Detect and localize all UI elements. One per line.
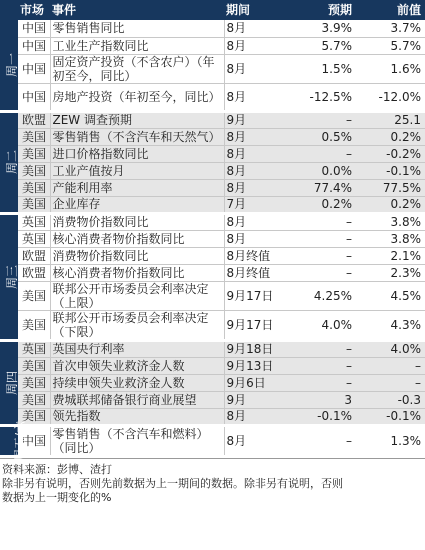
event-cell: 英国央行利率 [50, 340, 224, 357]
previous-cell: 1.6% [356, 54, 425, 83]
forecast-cell: -0.1% [288, 408, 356, 425]
event-cell: 产能利用率 [50, 179, 224, 196]
previous-cell: 1.3% [356, 425, 425, 456]
event-cell: 核心消费者物价指数同比 [50, 264, 224, 281]
region-cell: 欧盟 [18, 247, 50, 264]
table-row [0, 145, 425, 162]
period-cell: 9月13日 [224, 357, 288, 374]
day-label [0, 111, 18, 213]
period-cell: 8月 [224, 145, 288, 162]
header-previous: 前值 [356, 0, 425, 20]
previous-cell: 3.8% [356, 230, 425, 247]
region-cell: 美国 [18, 179, 50, 196]
header-period: 期间 [224, 0, 288, 20]
forecast-cell: – [288, 145, 356, 162]
forecast-cell: – [288, 425, 356, 456]
day-label [0, 340, 18, 425]
forecast-cell: 3.9% [288, 20, 356, 37]
table-row [0, 230, 425, 247]
period-cell: 9月 [224, 111, 288, 128]
period-cell: 8月 [224, 179, 288, 196]
period-cell: 9月17日 [224, 281, 288, 310]
region-cell: 美国 [18, 310, 50, 340]
period-cell: 8月 [224, 213, 288, 230]
forecast-cell: – [288, 230, 356, 247]
period-cell: 8月 [224, 37, 288, 54]
period-cell: 8月终值 [224, 247, 288, 264]
table-row [0, 281, 425, 310]
day-label [0, 20, 18, 111]
region-cell: 美国 [18, 391, 50, 408]
period-cell: 8月 [224, 54, 288, 83]
event-cell: 工业产值按月 [50, 162, 224, 179]
day-label [0, 420, 28, 461]
event-cell: 联邦公开市场委员会利率决定（下限） [50, 310, 224, 340]
period-cell: 9月17日 [224, 310, 288, 340]
region-cell: 中国 [18, 54, 50, 83]
table-row [0, 425, 425, 456]
region-cell: 美国 [18, 281, 50, 310]
table-row [0, 37, 425, 54]
period-cell: 9月18日 [224, 340, 288, 357]
event-cell: 企业库存 [50, 196, 224, 213]
region-cell: 中国 [18, 37, 50, 54]
event-cell: 消费物价指数同比 [50, 213, 224, 230]
event-cell: 工业生产指数同比 [50, 37, 224, 54]
region-cell: 欧盟 [18, 264, 50, 281]
period-cell: 9月 [224, 391, 288, 408]
region-cell: 欧盟 [18, 111, 50, 128]
previous-cell: 3.8% [356, 213, 425, 230]
forecast-cell: – [288, 213, 356, 230]
previous-cell: 2.3% [356, 264, 425, 281]
event-cell: 零售销售（不含汽车和燃料）（同比） [50, 425, 224, 456]
period-cell: 8月终值 [224, 264, 288, 281]
forecast-cell: 77.4% [288, 179, 356, 196]
event-cell: 进口价格指数同比 [50, 145, 224, 162]
day-group [0, 340, 425, 425]
forecast-cell: – [288, 340, 356, 357]
event-cell: 首次申领失业救济金人数 [50, 357, 224, 374]
period-cell: 8月 [224, 162, 288, 179]
forecast-cell: – [288, 264, 356, 281]
event-cell: 固定资产投资（不含农户）（年初至今，同比） [50, 54, 224, 83]
previous-cell: – [356, 357, 425, 374]
previous-cell: -0.3 [356, 391, 425, 408]
table-row [0, 162, 425, 179]
day-group [0, 111, 425, 213]
event-cell: 费城联邦储备银行商业展望 [50, 391, 224, 408]
table-row [0, 357, 425, 374]
day-label [0, 213, 18, 340]
previous-cell: 0.2% [356, 196, 425, 213]
header-region: 市场 [18, 0, 50, 20]
region-cell: 英国 [18, 230, 50, 247]
header-forecast: 预期 [288, 0, 356, 20]
table-row [0, 128, 425, 145]
region-cell: 中国 [18, 20, 50, 37]
previous-cell: – [356, 374, 425, 391]
period-cell: 8月 [224, 20, 288, 37]
footer-note-1: 除非另有说明，否则先前数据为上一期间的数据。除非另有说明，否则 [2, 476, 343, 490]
region-cell: 美国 [18, 145, 50, 162]
event-cell: 持续申领失业救济金人数 [50, 374, 224, 391]
day-group [0, 420, 425, 461]
previous-cell: 2.1% [356, 247, 425, 264]
region-cell: 美国 [18, 374, 50, 391]
period-cell: 8月 [224, 408, 288, 425]
day-label-text: 周四 [5, 370, 20, 395]
period-cell: 8月 [224, 230, 288, 247]
previous-cell: 0.2% [356, 128, 425, 145]
forecast-cell: 4.0% [288, 310, 356, 340]
previous-cell: -12.0% [356, 83, 425, 111]
footer-source: 资料来源：彭博、渣打 [2, 462, 112, 476]
forecast-cell: 0.0% [288, 162, 356, 179]
previous-cell: 4.5% [356, 281, 425, 310]
table-row [0, 340, 425, 357]
forecast-cell: 5.7% [288, 37, 356, 54]
event-cell: 房地产投资（年初至今，同比） [50, 83, 224, 111]
table-row [0, 179, 425, 196]
table-row [0, 83, 425, 111]
footer [0, 458, 425, 505]
day-label-text: 周二 [5, 149, 20, 175]
forecast-cell: 1.5% [288, 54, 356, 83]
footer-note-2: 数据为上一期变化的% [2, 490, 112, 504]
day-label-text: 周五/六 [13, 420, 28, 461]
forecast-cell: – [288, 374, 356, 391]
period-cell: 8月 [224, 83, 288, 111]
forecast-cell: – [288, 247, 356, 264]
region-cell: 美国 [18, 162, 50, 179]
previous-cell: -0.2% [356, 145, 425, 162]
forecast-cell: 0.5% [288, 128, 356, 145]
table-row [0, 374, 425, 391]
previous-cell: 77.5% [356, 179, 425, 196]
event-cell: 零售销售同比 [50, 20, 224, 37]
forecast-cell: – [288, 357, 356, 374]
table-row [0, 20, 425, 37]
previous-cell: 3.7% [356, 20, 425, 37]
table-row [0, 264, 425, 281]
header-day [0, 0, 18, 20]
period-cell: 7月 [224, 196, 288, 213]
forecast-cell: -12.5% [288, 83, 356, 111]
table-row [0, 213, 425, 230]
forecast-cell: 0.2% [288, 196, 356, 213]
day-label-text: 周三 [5, 264, 20, 289]
event-cell: 联邦公开市场委员会利率决定（上限） [50, 281, 224, 310]
previous-cell: -0.1% [356, 408, 425, 425]
region-cell: 美国 [18, 357, 50, 374]
event-cell: ZEW 调查预期 [50, 111, 224, 128]
period-cell: 8月 [224, 128, 288, 145]
day-label-text: 周一 [5, 52, 20, 77]
day-group [0, 213, 425, 340]
event-cell: 核心消费者物价指数同比 [50, 230, 224, 247]
header-event: 事件 [50, 0, 224, 20]
table-row [0, 111, 425, 128]
forecast-cell: 4.25% [288, 281, 356, 310]
previous-cell: 5.7% [356, 37, 425, 54]
previous-cell: 4.3% [356, 310, 425, 340]
table-row [0, 247, 425, 264]
day-group [0, 20, 425, 111]
event-cell: 领先指数 [50, 408, 224, 425]
table-row [0, 310, 425, 340]
region-cell: 美国 [18, 128, 50, 145]
event-cell: 零售销售（不含汽车和天然气） [50, 128, 224, 145]
region-cell: 英国 [18, 213, 50, 230]
table-row [0, 391, 425, 408]
previous-cell: -0.1% [356, 162, 425, 179]
table-row [0, 54, 425, 83]
region-cell: 英国 [18, 340, 50, 357]
region-cell: 中国 [18, 425, 50, 456]
region-cell: 美国 [18, 196, 50, 213]
period-cell: 8月 [224, 425, 288, 456]
region-cell: 美国 [18, 408, 50, 425]
forecast-cell: – [288, 111, 356, 128]
table-row [0, 196, 425, 213]
region-cell: 中国 [18, 83, 50, 111]
table-header-row [0, 0, 425, 20]
period-cell: 9月6日 [224, 374, 288, 391]
previous-cell: 25.1 [356, 111, 425, 128]
forecast-cell: 3 [288, 391, 356, 408]
event-cell: 消费物价指数同比 [50, 247, 224, 264]
table-row [0, 408, 425, 425]
previous-cell: 4.0% [356, 340, 425, 357]
